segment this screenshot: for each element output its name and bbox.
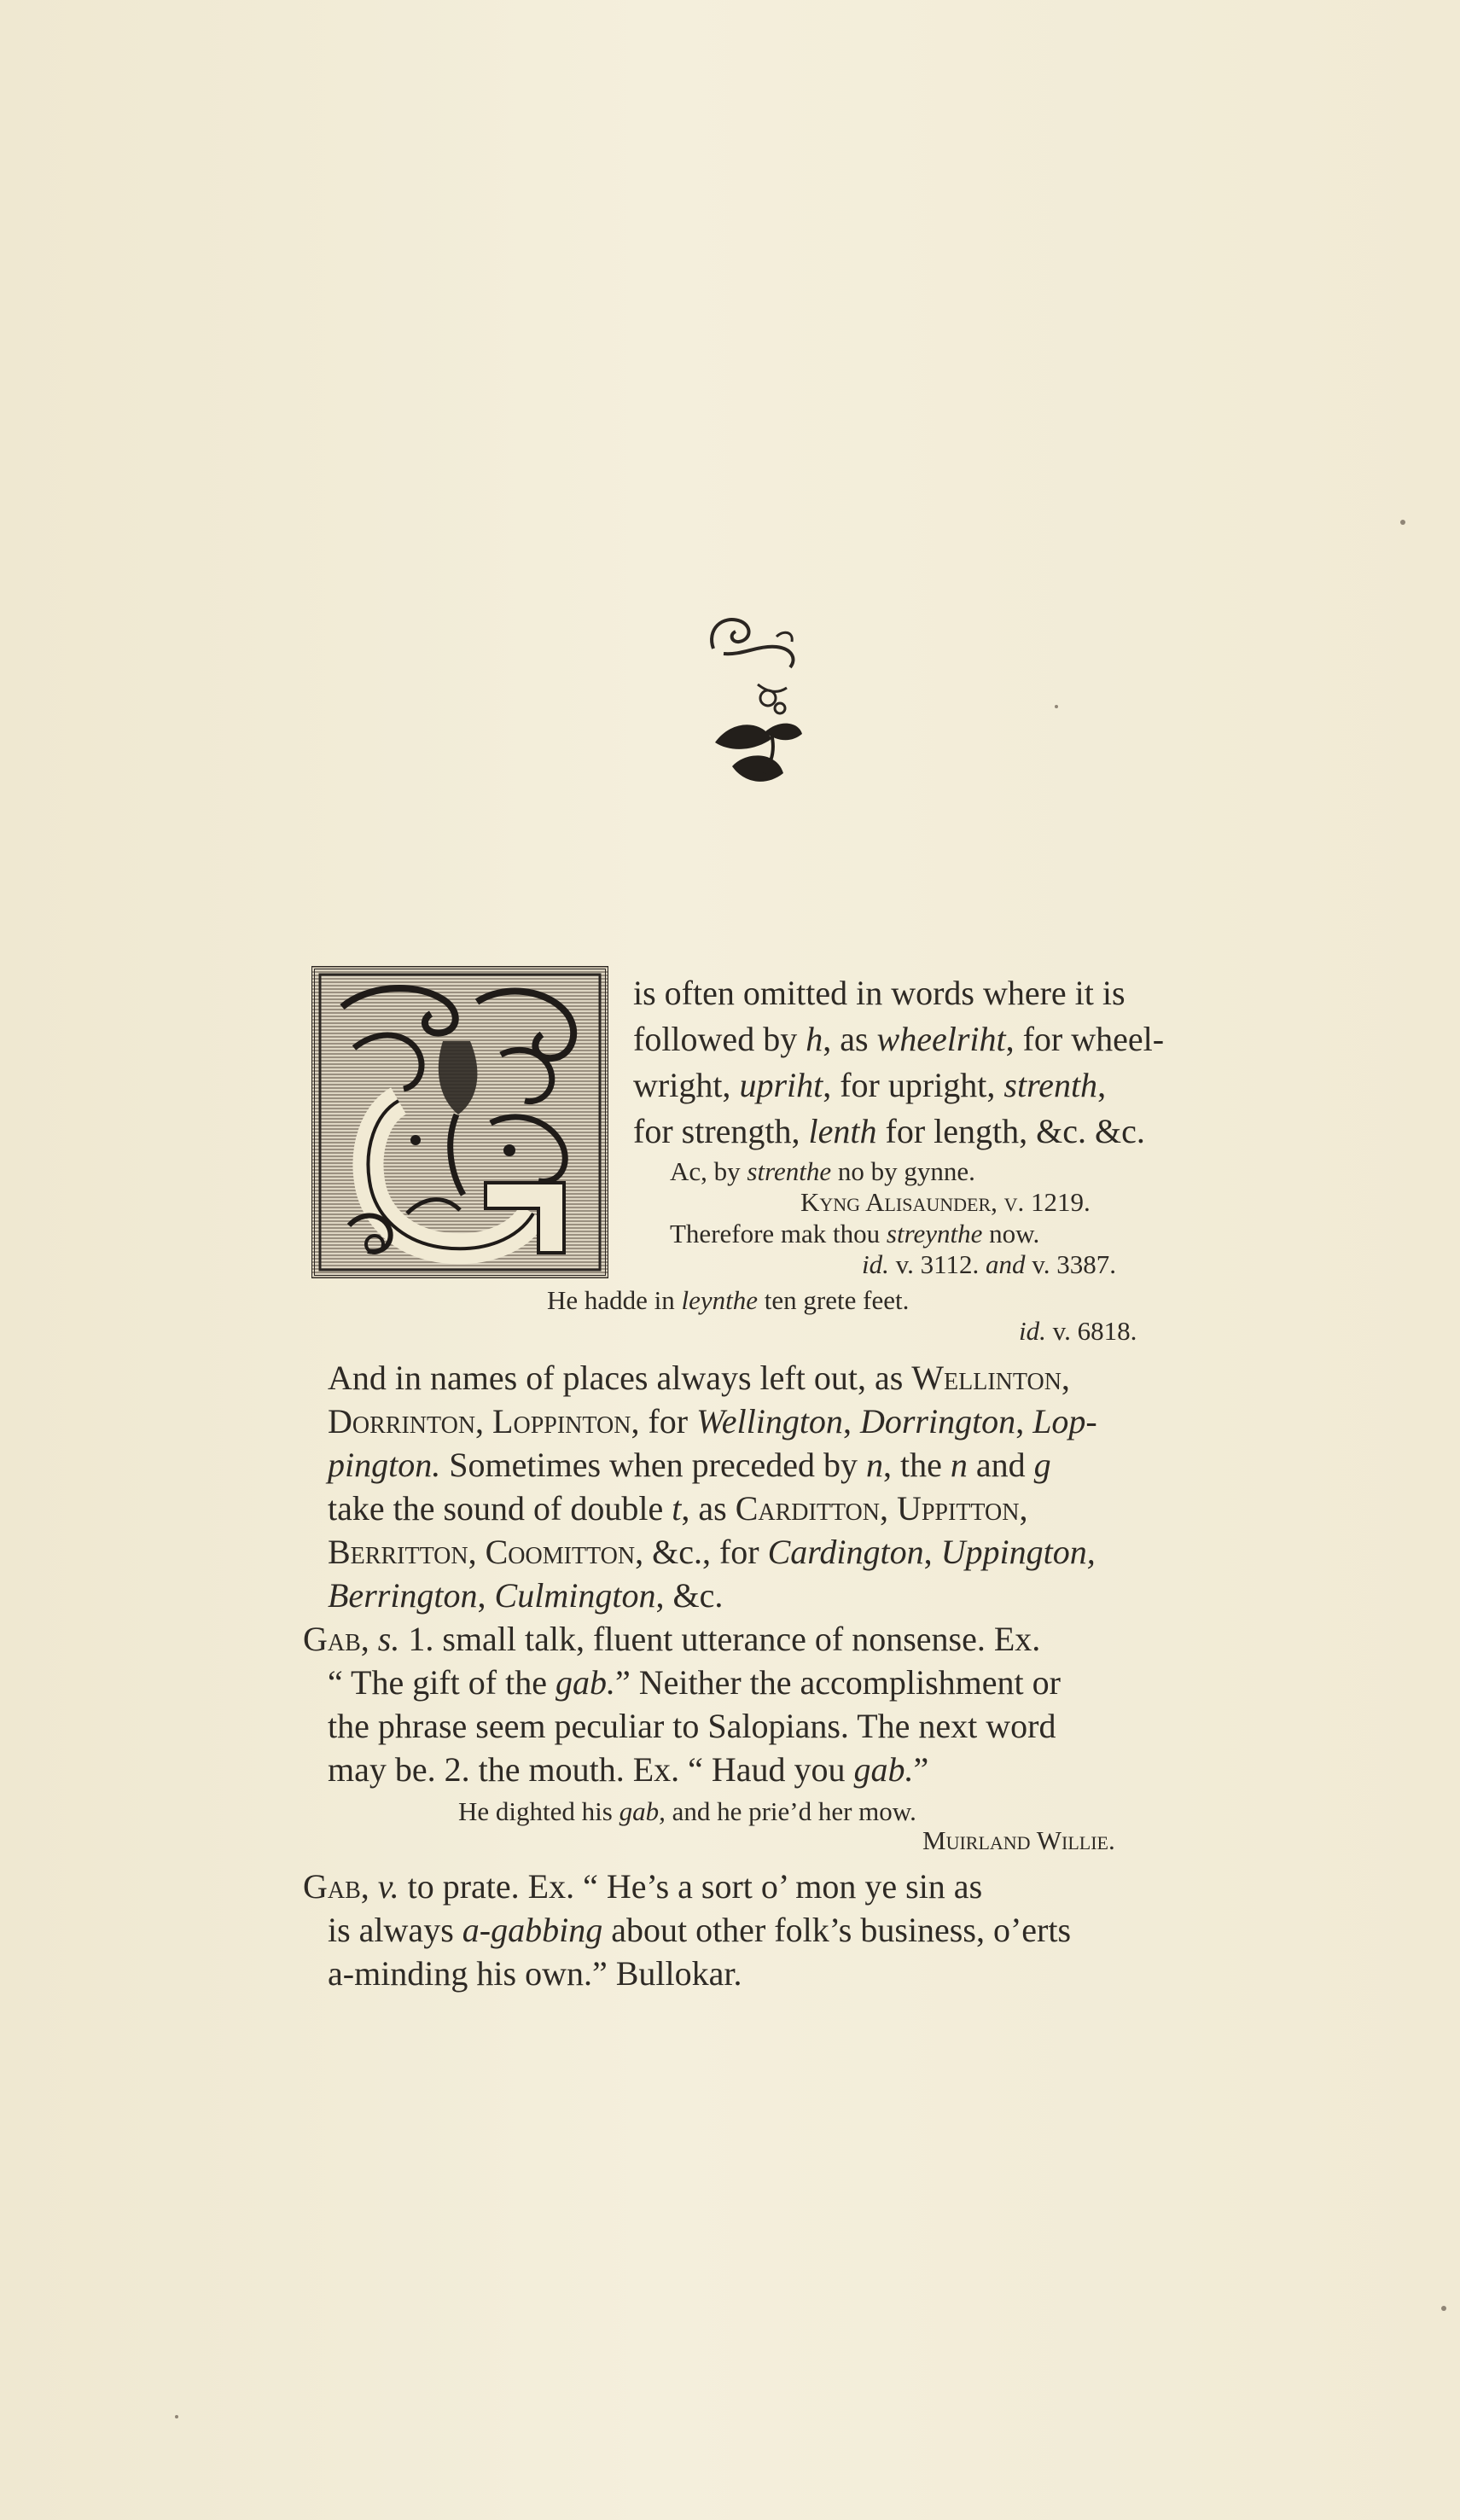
paragraph-line <box>328 1448 1051 1482</box>
dictionary-entry-line <box>328 1954 742 1993</box>
italic-word: gab. <box>555 1663 615 1702</box>
quote-source <box>800 1189 1091 1215</box>
dictionary-entry-line <box>303 1622 1040 1656</box>
text: no by gynne. <box>831 1156 975 1186</box>
italic-word: Wellington <box>696 1402 843 1440</box>
text: Therefore mak thou <box>670 1219 887 1248</box>
text: v. 6818. <box>1045 1316 1137 1346</box>
italic-word: g <box>1033 1446 1051 1484</box>
paragraph-line <box>328 1535 1096 1569</box>
text: , <box>923 1533 941 1571</box>
text: is often omitted in words where it is <box>633 974 1126 1012</box>
text: ” Neither the accomplishment or <box>614 1663 1061 1702</box>
text: , <box>360 1867 378 1906</box>
quote-line <box>458 1798 916 1825</box>
text: , <box>468 1533 486 1571</box>
italic-word: upriht <box>739 1066 823 1104</box>
text: and he prie’d her mow. <box>665 1796 916 1826</box>
text: is always <box>328 1911 462 1949</box>
small-caps-word: Coomitton <box>485 1533 636 1571</box>
italic-word: wheelriht <box>876 1020 1006 1058</box>
part-of-speech: v. <box>377 1867 399 1906</box>
quote-line <box>670 1220 1039 1247</box>
text: Sometimes when preceded by <box>440 1446 866 1484</box>
quote-source <box>922 1827 1115 1854</box>
text: about other folk’s business, o’erts <box>602 1911 1072 1949</box>
text: ten grete feet. <box>758 1285 910 1315</box>
text: for strength, <box>633 1112 809 1150</box>
small-caps-word: Dorrinton <box>328 1402 476 1440</box>
text: , for <box>631 1402 697 1440</box>
italic-word: Dorrington <box>859 1402 1016 1440</box>
paragraph-line <box>633 976 1126 1010</box>
small-caps-word: Wellinton, <box>911 1359 1070 1397</box>
italic-word: Cardington <box>767 1533 924 1571</box>
dictionary-entry-line <box>328 1709 1056 1743</box>
italic-word: id. <box>1019 1316 1046 1346</box>
text: , &c., for <box>635 1533 768 1571</box>
italic-word: strenth <box>1003 1066 1098 1104</box>
text: , <box>475 1402 493 1440</box>
quote-line <box>547 1287 909 1313</box>
text: ” <box>913 1750 929 1789</box>
text: , <box>477 1576 495 1615</box>
italic-word: h <box>806 1020 823 1058</box>
italic-word: n <box>950 1446 968 1484</box>
text: Ac, by <box>670 1156 747 1186</box>
italic-word: n <box>865 1446 883 1484</box>
headword: Gab <box>303 1620 361 1658</box>
text: followed by <box>633 1020 806 1058</box>
small-caps-word: Uppitton, <box>896 1489 1028 1528</box>
italic-word: t <box>672 1489 682 1528</box>
small-caps-word: Loppinton <box>492 1402 631 1440</box>
text: Kyng Alisaunder, v. 1219. <box>800 1187 1091 1217</box>
small-caps-word: Berritton <box>328 1533 468 1571</box>
dictionary-entry-line <box>303 1867 983 1906</box>
text: now. <box>982 1219 1040 1248</box>
text: , the <box>882 1446 951 1484</box>
text: He hadde in <box>547 1285 682 1315</box>
text: , for wheel- <box>1005 1020 1165 1058</box>
paragraph-line <box>328 1489 1028 1528</box>
text: , <box>842 1402 860 1440</box>
italic-word: a-gabbing <box>462 1911 603 1949</box>
paragraph-line <box>633 1022 1164 1056</box>
italic-word: and <box>985 1249 1026 1279</box>
italic-word: Culmington <box>494 1576 656 1615</box>
paragraph-line <box>328 1361 1070 1395</box>
text: v. 3112. <box>888 1249 986 1279</box>
italic-word: gab, <box>619 1796 666 1826</box>
text: a-minding his own.” Bullokar. <box>328 1954 742 1993</box>
italic-word: lenth <box>808 1112 877 1150</box>
italic-word: Lop- <box>1032 1402 1097 1440</box>
text: He dighted his <box>458 1796 619 1826</box>
text: and <box>967 1446 1034 1484</box>
dictionary-entry-line <box>328 1913 1071 1947</box>
paragraph-line <box>328 1576 724 1615</box>
quote-line <box>670 1158 975 1184</box>
text: take the sound of double <box>328 1489 672 1528</box>
italic-word: strenthe <box>747 1156 832 1186</box>
text: 1. small talk, fluent utterance of nonsense. Ex. <box>399 1620 1041 1658</box>
text: , &c. <box>655 1576 724 1615</box>
text: the phrase seem peculiar to Salopians. The next word <box>328 1707 1056 1745</box>
paragraph-line <box>328 1402 1097 1440</box>
text: for length, &c. &c. <box>876 1112 1145 1150</box>
text: , <box>1097 1066 1107 1104</box>
italic-word: leynthe <box>681 1285 759 1315</box>
text: , as <box>681 1489 736 1528</box>
italic-word: gab. <box>853 1750 914 1789</box>
text: , <box>879 1489 897 1528</box>
text: Muirland Willie. <box>922 1825 1115 1855</box>
italic-word: id. <box>862 1249 889 1279</box>
text: , as <box>823 1020 877 1058</box>
quote-source <box>862 1251 1116 1277</box>
paragraph-line <box>633 1068 1106 1103</box>
text: to prate. Ex. “ He’s a sort o’ mon ye sin as <box>398 1867 983 1906</box>
text: wright, <box>633 1066 740 1104</box>
text: “ The gift of the <box>328 1663 555 1702</box>
dictionary-entry-line <box>328 1663 1061 1702</box>
text: , for upright, <box>823 1066 1004 1104</box>
headword: Gab <box>303 1867 361 1906</box>
part-of-speech: s. <box>377 1620 400 1658</box>
italic-word: Berrington <box>328 1576 478 1615</box>
italic-word: pington. <box>328 1446 441 1484</box>
text: may be. 2. the mouth. Ex. “ Haud you <box>328 1750 854 1789</box>
italic-word: streynthe <box>886 1219 983 1248</box>
paragraph-line <box>633 1112 1145 1150</box>
small-caps-word: Carditton <box>735 1489 880 1528</box>
text: v. 3387. <box>1025 1249 1116 1279</box>
text: , <box>360 1620 378 1658</box>
text: And in names of places always left out, as <box>328 1359 912 1397</box>
text: , <box>1015 1402 1033 1440</box>
dictionary-entry-line <box>328 1750 929 1789</box>
italic-word: Uppington, <box>940 1533 1096 1571</box>
quote-source <box>1019 1318 1137 1344</box>
